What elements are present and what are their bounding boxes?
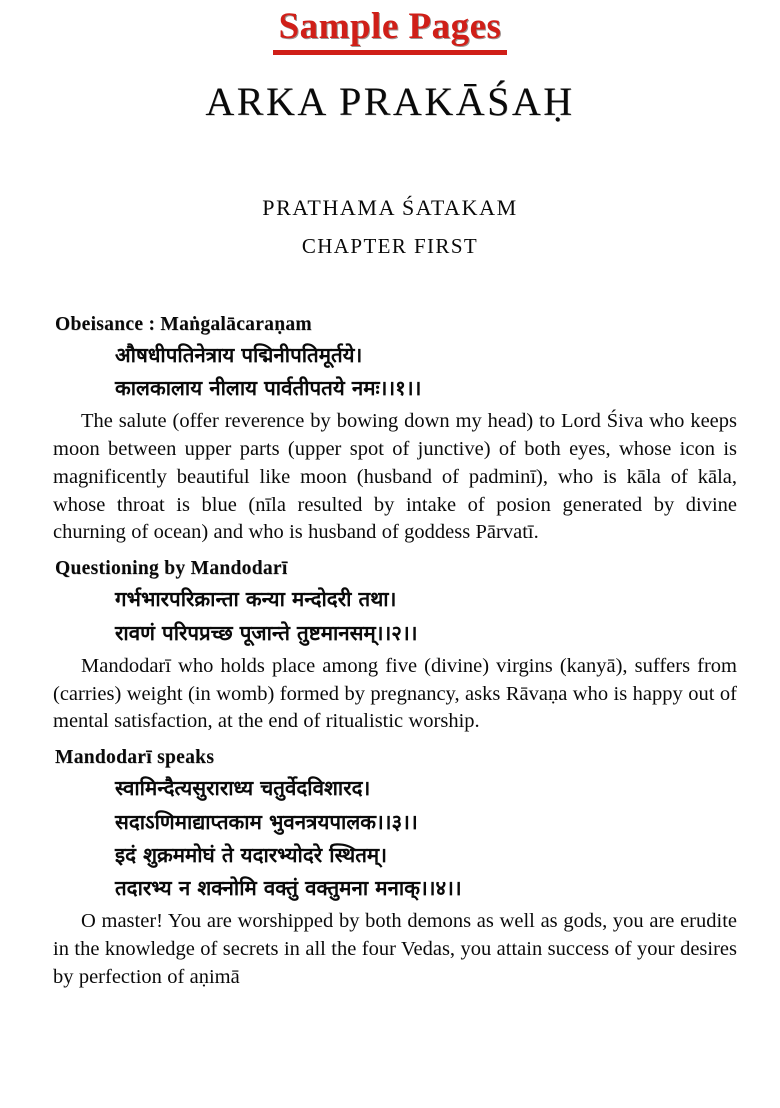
section-heading: Obeisance : Maṅgalācaraṇam: [55, 313, 312, 335]
section-questioning-by-mandodari: [53, 556, 737, 736]
verse-line: कालकालाय नीलाय पार्वतीपतये नमः।।१।।: [115, 376, 422, 401]
sample-pages-banner: [0, 0, 780, 55]
chapter-heading-block: [0, 194, 780, 260]
verse-line: सदाऽणिमाद्याप्तकाम भुवनत्रयपालक।।३।।: [115, 809, 418, 834]
work-title: ARKA PRAKĀŚAḤ: [205, 78, 575, 124]
verse-line: तदारभ्य न शक्नोमि वक्तुं वक्तुमना मनाक्।।४।।: [115, 875, 462, 900]
verse-line: औषधीपतिनेत्राय पद्मिनीपतिमूर्तये।: [115, 342, 363, 367]
page-content: [0, 312, 780, 992]
verse-line: स्वामिन्दैत्यसुराराध्य चतुर्वेदविशारद।: [115, 776, 371, 801]
verse-line: रावणं परिपप्रच्छ पूजान्ते तुष्टमानसम्।।२।।: [115, 620, 418, 645]
translation-paragraph: The salute (offer reverence by bowing down my head) to Lord Śiva who keeps moon between upper parts (upper spot of junctive) of both eyes, whose icon is magnificently beautiful like moon (husband of padminī), who is kāla of kāla, whose throat is blue (nīla resulted by intake of posion generated by divine churning of ocean) and who is husband of goddess Pārvatī.: [53, 410, 737, 544]
chapter-title-english: CHAPTER FIRST: [301, 234, 479, 259]
section-heading: Questioning by Mandodarī: [55, 558, 288, 580]
translation-paragraph: Mandodarī who holds place among five (divine) virgins (kanyā), suffers from (carries) weight (in womb) formed by pregnancy, asks Rāvaṇa who is happy out of mental satisfaction, at the end of ritualistic worship.: [53, 654, 737, 733]
section-heading: Mandodarī speaks: [55, 747, 215, 769]
sample-pages-label: Sample Pages: [273, 8, 508, 55]
verse-line: गर्भभारपरिक्रान्ता कन्या मन्दोदरी तथा।: [115, 587, 397, 612]
section-obeisance: [53, 312, 737, 547]
section-mandodari-speaks: [53, 745, 737, 991]
verse-line: इदं शुक्रममोघं ते यदारभ्योदरे स्थितम्।: [115, 842, 387, 867]
chapter-title-sanskrit: PRATHAMA ŚATAKAM: [262, 194, 518, 220]
translation-paragraph: O master! You are worshipped by both demons as well as gods, you are erudite in the knowledge of secrets in all the four Vedas, you attain success of your desires by perfection of aṇimā: [53, 910, 737, 988]
